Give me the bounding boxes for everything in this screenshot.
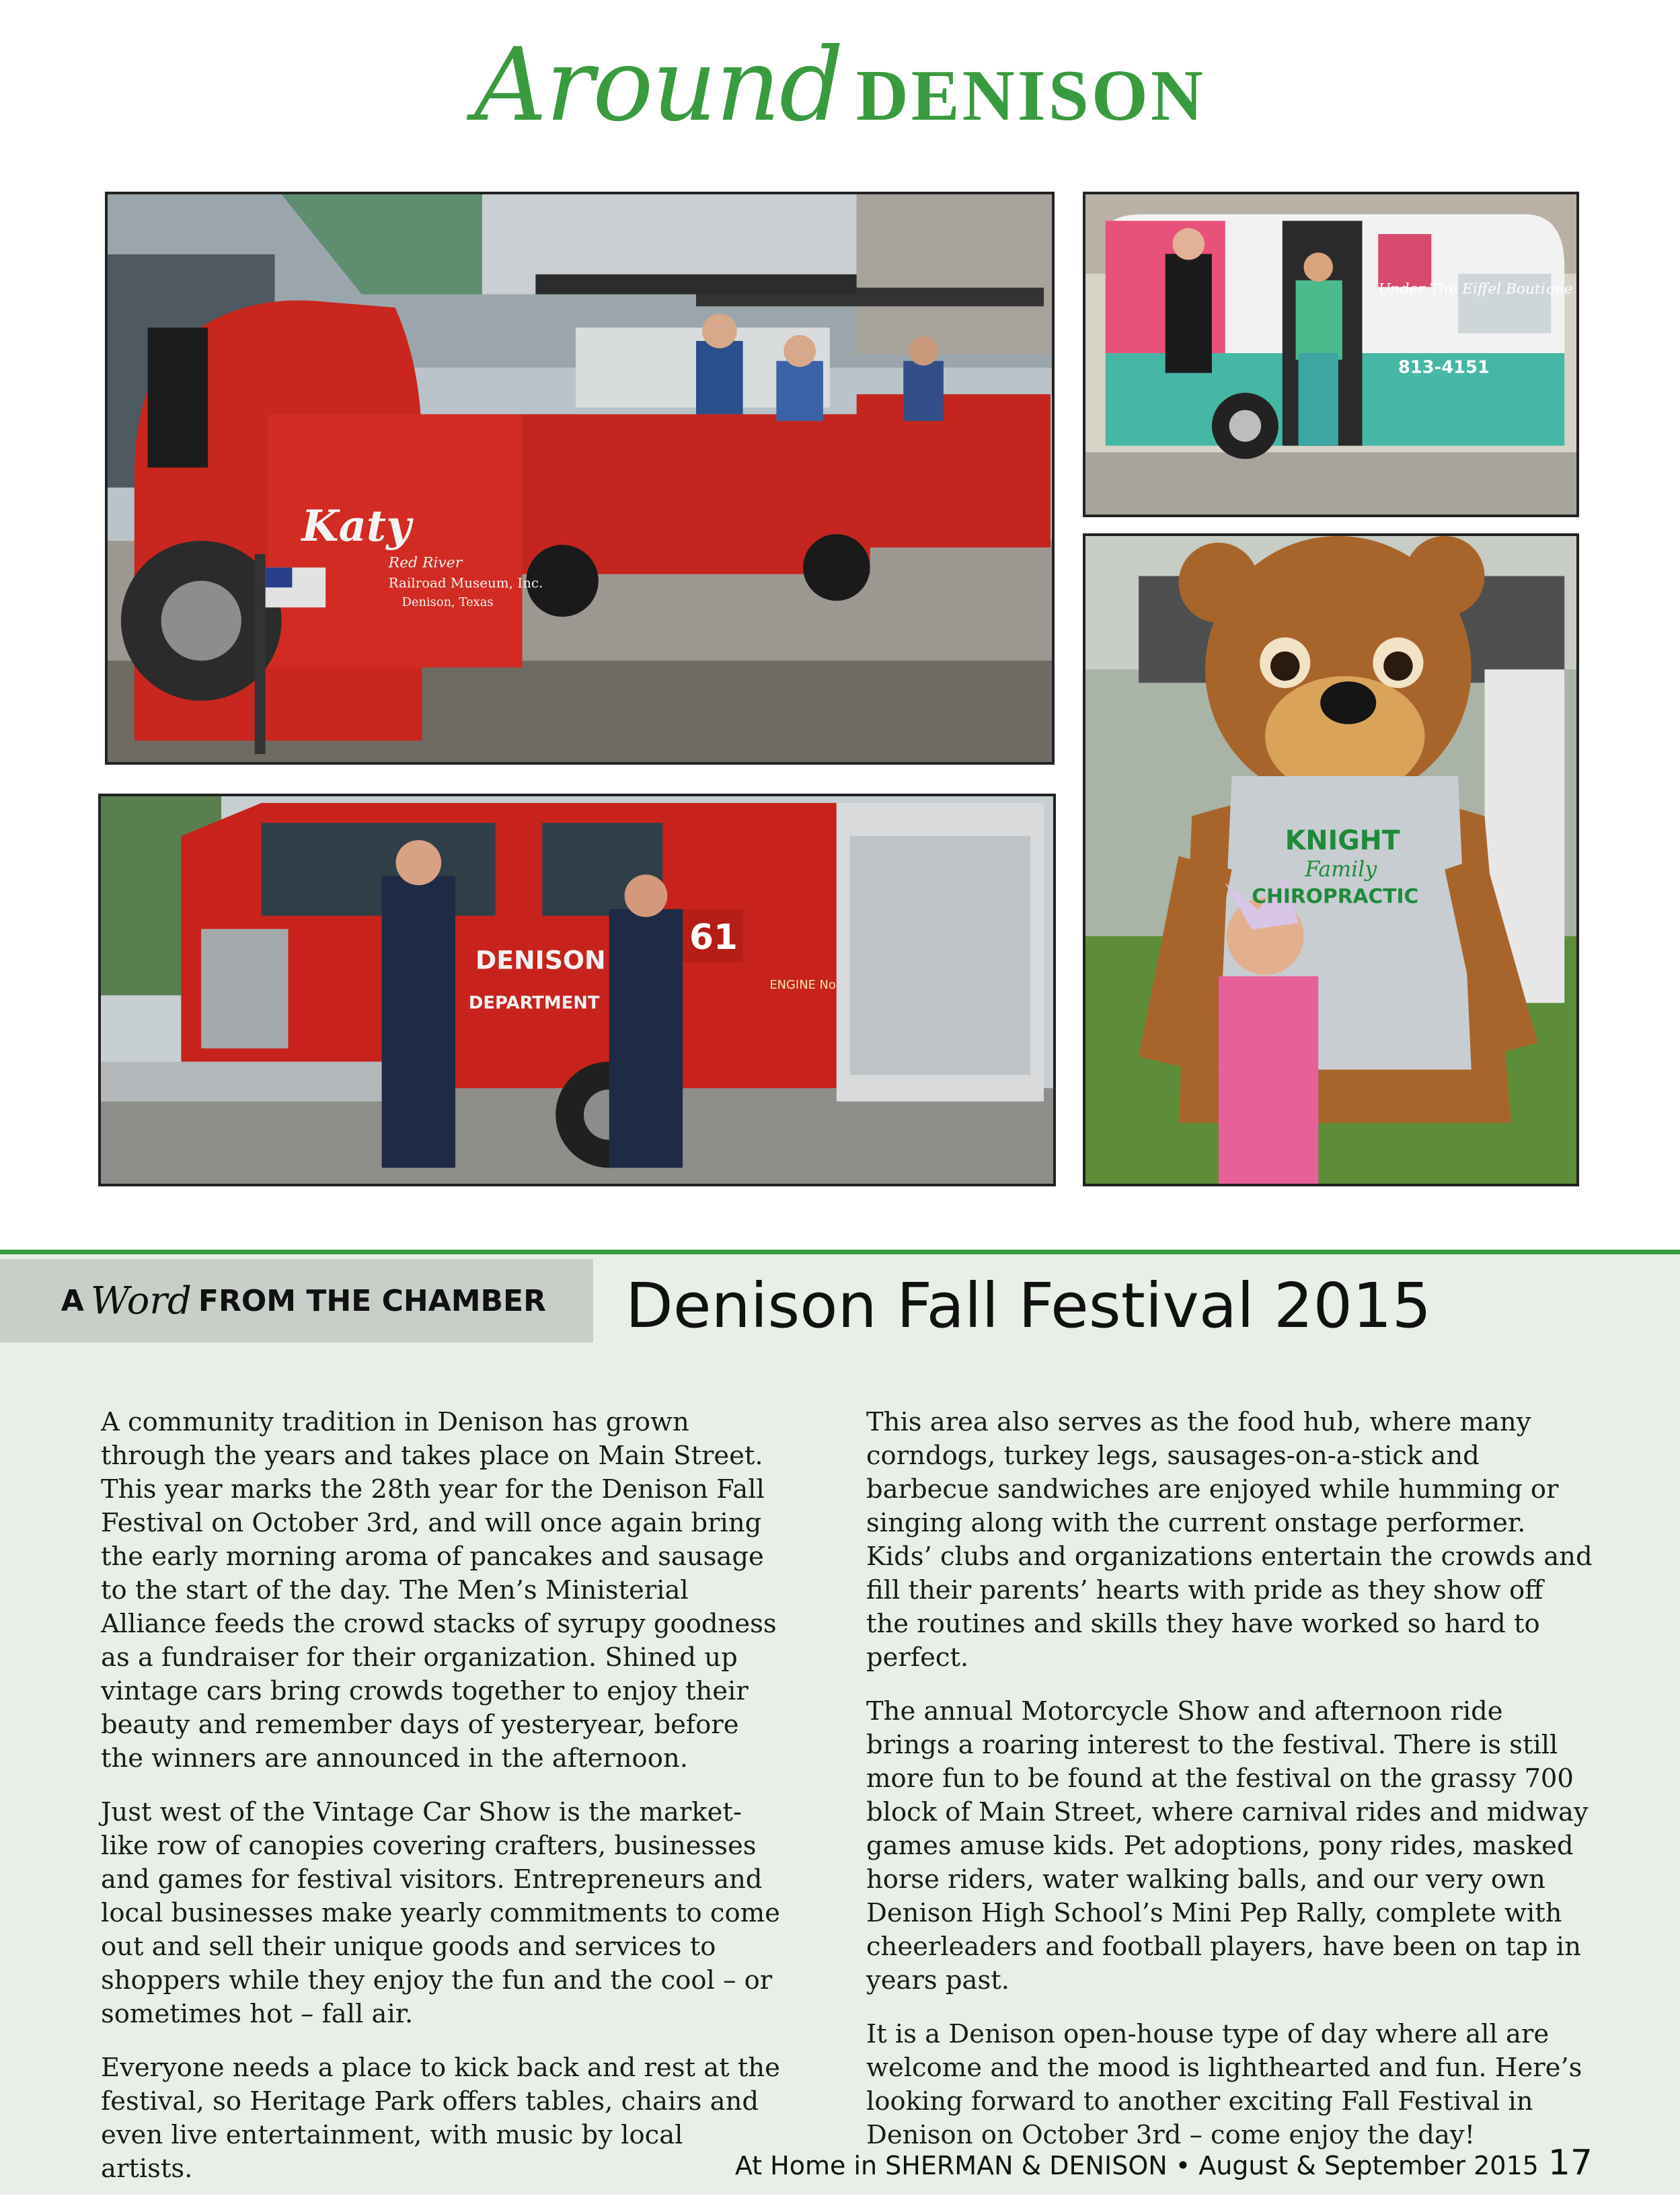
photo-train-ride	[105, 192, 1055, 765]
masthead-caps-word: DENISON	[855, 56, 1206, 136]
article-paragraph: Just west of the Vintage Car Show is the market-like row of canopies covering crafters, businesses and games for festival visitors. Entrepreneurs and local businesses make yearly commitments to come out and sell their unique goods and services to shoppers while they enjoy the fun and the cool – or sometimes hot – fall air.	[101, 1797, 780, 2029]
article-paragraph: The annual Motorcycle Show and afternoon ride brings a roaring interest to the festival. There is still more fun to be found at the festival on the grassy 700 block of Main Street, where carnival rides and midway games amuse kids. Pet adoptions, pony rides, masked horse riders, water walking balls, and our very own Denison High School’s Mini Pep Rally, complete with cheerleaders and football players, have been on tap in years past.	[866, 1696, 1589, 1995]
mascot-shirt-line-1: KNIGHT	[1285, 825, 1400, 857]
chamber-prefix: A	[61, 1283, 84, 1318]
mascot-shirt-line-2: Family	[1305, 857, 1377, 882]
photo-bear-mascot	[1083, 533, 1579, 1186]
chamber-script-word: Word	[90, 1279, 192, 1323]
train-label-museum: Railroad Museum, Inc.	[388, 575, 543, 591]
firetruck-illustration	[101, 796, 1053, 1184]
train-label-red-river: Red River	[388, 554, 463, 572]
train-label-katy: Katy	[301, 500, 412, 552]
trailer-phone: 813-4151	[1398, 357, 1490, 378]
chamber-suffix: FROM THE CHAMBER	[198, 1283, 546, 1318]
mascot-illustration	[1085, 536, 1576, 1184]
mascot-shirt-line-3: CHIROPRACTIC	[1252, 884, 1419, 909]
truck-number: 61	[689, 917, 738, 958]
article-headline: Denison Fall Festival 2015	[625, 1270, 1432, 1342]
article-paragraph: This area also serves as the food hub, where many corndogs, turkey legs, sausages-on-a-stick and barbecue sandwiches are enjoyed while humming or singing along with the current onstage performer. Kids’ clubs and organizations entertain the crowds and fill their parents’ hearts with pride as they show off the routines and skills they have worked so hard to perfect.	[866, 1407, 1593, 1673]
train-illustration	[108, 194, 1052, 762]
train-label-city: Denison, Texas	[402, 595, 494, 610]
trailer-illustration	[1085, 194, 1576, 515]
article-paragraph: A community tradition in Denison has grown through the years and takes place on Main Street. This year marks the 28th year for the Denison Fall Festival on October 3rd, and will once again bring the early morning aroma of pancakes and sausage to the start of the day. The Men’s Ministerial Alliance feeds the crowd stacks of syrupy goodness as a fundraiser for their organization. Shined up vintage cars bring crowds together to enjoy their beauty and remember days of yesteryear, before the winners are announced in the afternoon.	[101, 1407, 777, 1774]
article-paragraph: It is a Denison open-house type of day where all are welcome and the mood is lighthearted and fun. Here’s looking forward to another exciting Fall Festival in Denison on October 3rd – come enjoy the day!	[866, 2019, 1582, 2150]
page-footer	[735, 2143, 1593, 2183]
truck-dept-text: DEPARTMENT	[468, 993, 600, 1014]
trailer-sign: Under The Eiffel Boutique	[1378, 280, 1573, 298]
article-left-column	[101, 1406, 780, 2206]
truck-door-text: DENISON	[475, 945, 606, 975]
footer-text: At Home in SHERMAN & DENISON • August & September 2015	[734, 2151, 1539, 2180]
section-divider	[0, 1250, 1680, 1254]
chamber-section-tab	[0, 1259, 593, 1342]
page-number: 17	[1548, 2143, 1593, 2183]
photo-vintage-trailer	[1083, 192, 1579, 517]
masthead-script-word: Around	[474, 27, 843, 144]
article-right-column	[866, 1406, 1593, 2172]
page-masthead	[0, 27, 1680, 182]
photo-fire-truck	[98, 794, 1056, 1186]
article-paragraph: Everyone needs a place to kick back and rest at the festival, so Heritage Park offers tables, chairs and even live entertainment, with music by local artists.	[101, 2053, 780, 2184]
truck-engine-label: ENGINE No	[769, 978, 836, 993]
